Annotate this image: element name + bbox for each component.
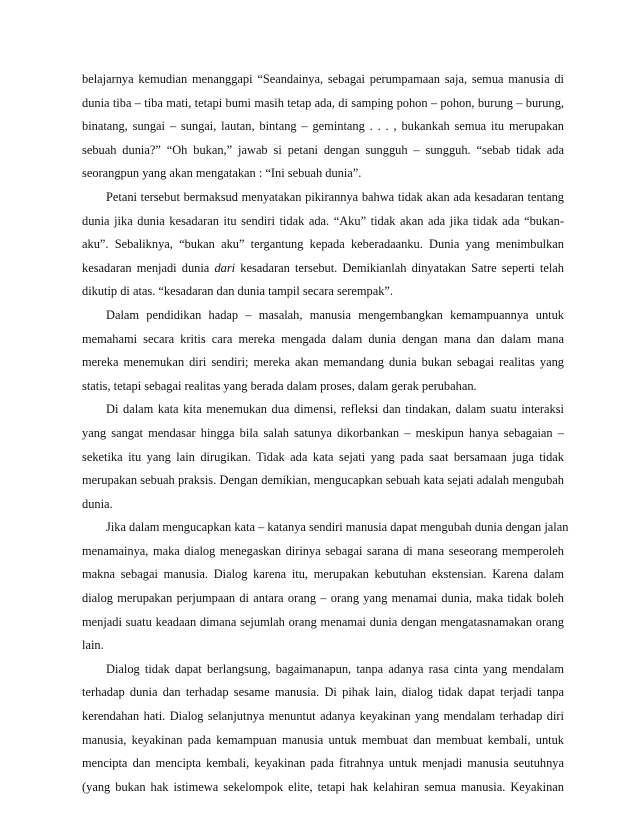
text-line: menamainya, maka dialog menegaskan dirinya sebagai sarana di mana seseorang memperoleh xyxy=(82,543,564,558)
text-line: dialog merupakan perjumpaan di antara orang – orang yang menamai dunia, maka tidak boleh xyxy=(82,591,564,606)
body-text xyxy=(82,68,569,799)
text-line: lain. xyxy=(82,638,104,653)
text-line: makna sebagai manusia. Dialog karena itu, merupakan kebutuhan ekstensian. Karena dalam xyxy=(82,567,564,582)
text-line: belajarnya kemudian menanggapi “Seandainya, sebagai perumpamaan saja, semua manusia di xyxy=(82,72,564,86)
text-line: mencipta dan mencipta kembali, keyakinan pada fitrahnya untuk menjadi manusia seutuhnya xyxy=(82,756,564,771)
text-line: terhadap dunia dan terhadap sesame manusia. Di pihak lain, dialog tidak dapat terjadi tanpa xyxy=(82,685,564,700)
text-line: aku”. Sebaliknya, “bukan aku” tergantung kepada keberadaanku. Dunia yang menimbulkan xyxy=(82,237,564,252)
text-line: dikutip di atas. “kesadaran dan dunia tampil secara serempak”. xyxy=(82,284,394,299)
text-line: dunia. xyxy=(82,496,113,511)
text-line xyxy=(82,257,564,281)
text-line: mereka menemukan diri sendiri; mereka akan memandang dunia bukan sebagai realitas yang xyxy=(82,355,564,370)
paragraph-first-line: Dialog tidak dapat berlangsung, bagaimanapun, tanpa adanya rasa cinta yang mendalam xyxy=(106,661,564,676)
text-line: (yang bukan hak istimewa sekelompok elite, tetapi hak kelahiran semua manusia. Keyakinan xyxy=(82,779,564,794)
text-line: seorangpun yang akan mengatakan : “Ini sebuah dunia”. xyxy=(82,166,362,181)
paragraph-first-line: Di dalam kata kita menemukan dua dimensi, refleksi dan tindakan, dalam suatu interaksi xyxy=(106,402,564,417)
text-line: sebuah dunia?” “Oh bukan,” jawab si petani dengan sungguh – sungguh. “sebab tidak ada xyxy=(82,142,564,157)
text-line: kerendahan hati. Dialog selanjutnya menuntut adanya keyakinan yang mendalam terhadap diri xyxy=(82,709,564,724)
text-line: dunia jika dunia kesadaran itu sendiri tidak ada. “Aku” tidak akan ada jika tidak ada “bukan- xyxy=(82,213,564,228)
text-line: memahami secara kritis cara mereka mengada dalam dunia dengan mana dan dalam mana xyxy=(82,331,564,346)
italic-word: dari xyxy=(214,260,236,275)
paragraph-first-line: Dalam pendidikan hadap – masalah, manusia mengembangkan kemampuannya untuk xyxy=(106,307,564,322)
text-line: merupakan sebuah praksis. Dengan demikian, mengucapkan sebuah kata sejati adalah mengubah xyxy=(82,473,564,488)
text-line: statis, tetapi sebagai realitas yang berada dalam proses, dalam gerak perubahan. xyxy=(82,378,477,393)
text-line: dunia tiba – tiba mati, tetapi bumi masih tetap ada, di samping pohon – pohon, burung – burung, xyxy=(82,95,564,110)
text-run: kesadaran tersebut. Demikianlah dinyatakan Satre seperti telah xyxy=(235,260,564,275)
text-run: kesadaran menjadi dunia xyxy=(82,260,215,275)
paragraph-first-line: Petani tersebut bermaksud menyatakan pikirannya bahwa tidak akan ada kesadaran tentang xyxy=(106,189,564,204)
text-line: binatang, sungai – sungai, lautan, bintang – gemintang . . . , bukankah semua itu merupakan xyxy=(82,119,564,134)
text-line: yang sangat mendasar hingga bila salah satunya dikorbankan – meskipun hanya sebagaian – xyxy=(82,425,564,440)
text-line: menjadi suatu keadaan dimana sejumlah orang menamai dunia dengan mengatasnamakan orang xyxy=(82,614,564,629)
text-line: seketika itu yang lain dirugikan. Tidak ada kata sejati yang pada saat bersamaan juga tidak xyxy=(82,449,564,464)
text-line: manusia, keyakinan pada kemampuan manusia untuk membuat dan membuat kembali, untuk xyxy=(82,732,564,747)
paragraph-first-line: Jika dalam mengucapkan kata – katanya sendiri manusia dapat mengubah dunia dengan jalan xyxy=(106,520,569,535)
